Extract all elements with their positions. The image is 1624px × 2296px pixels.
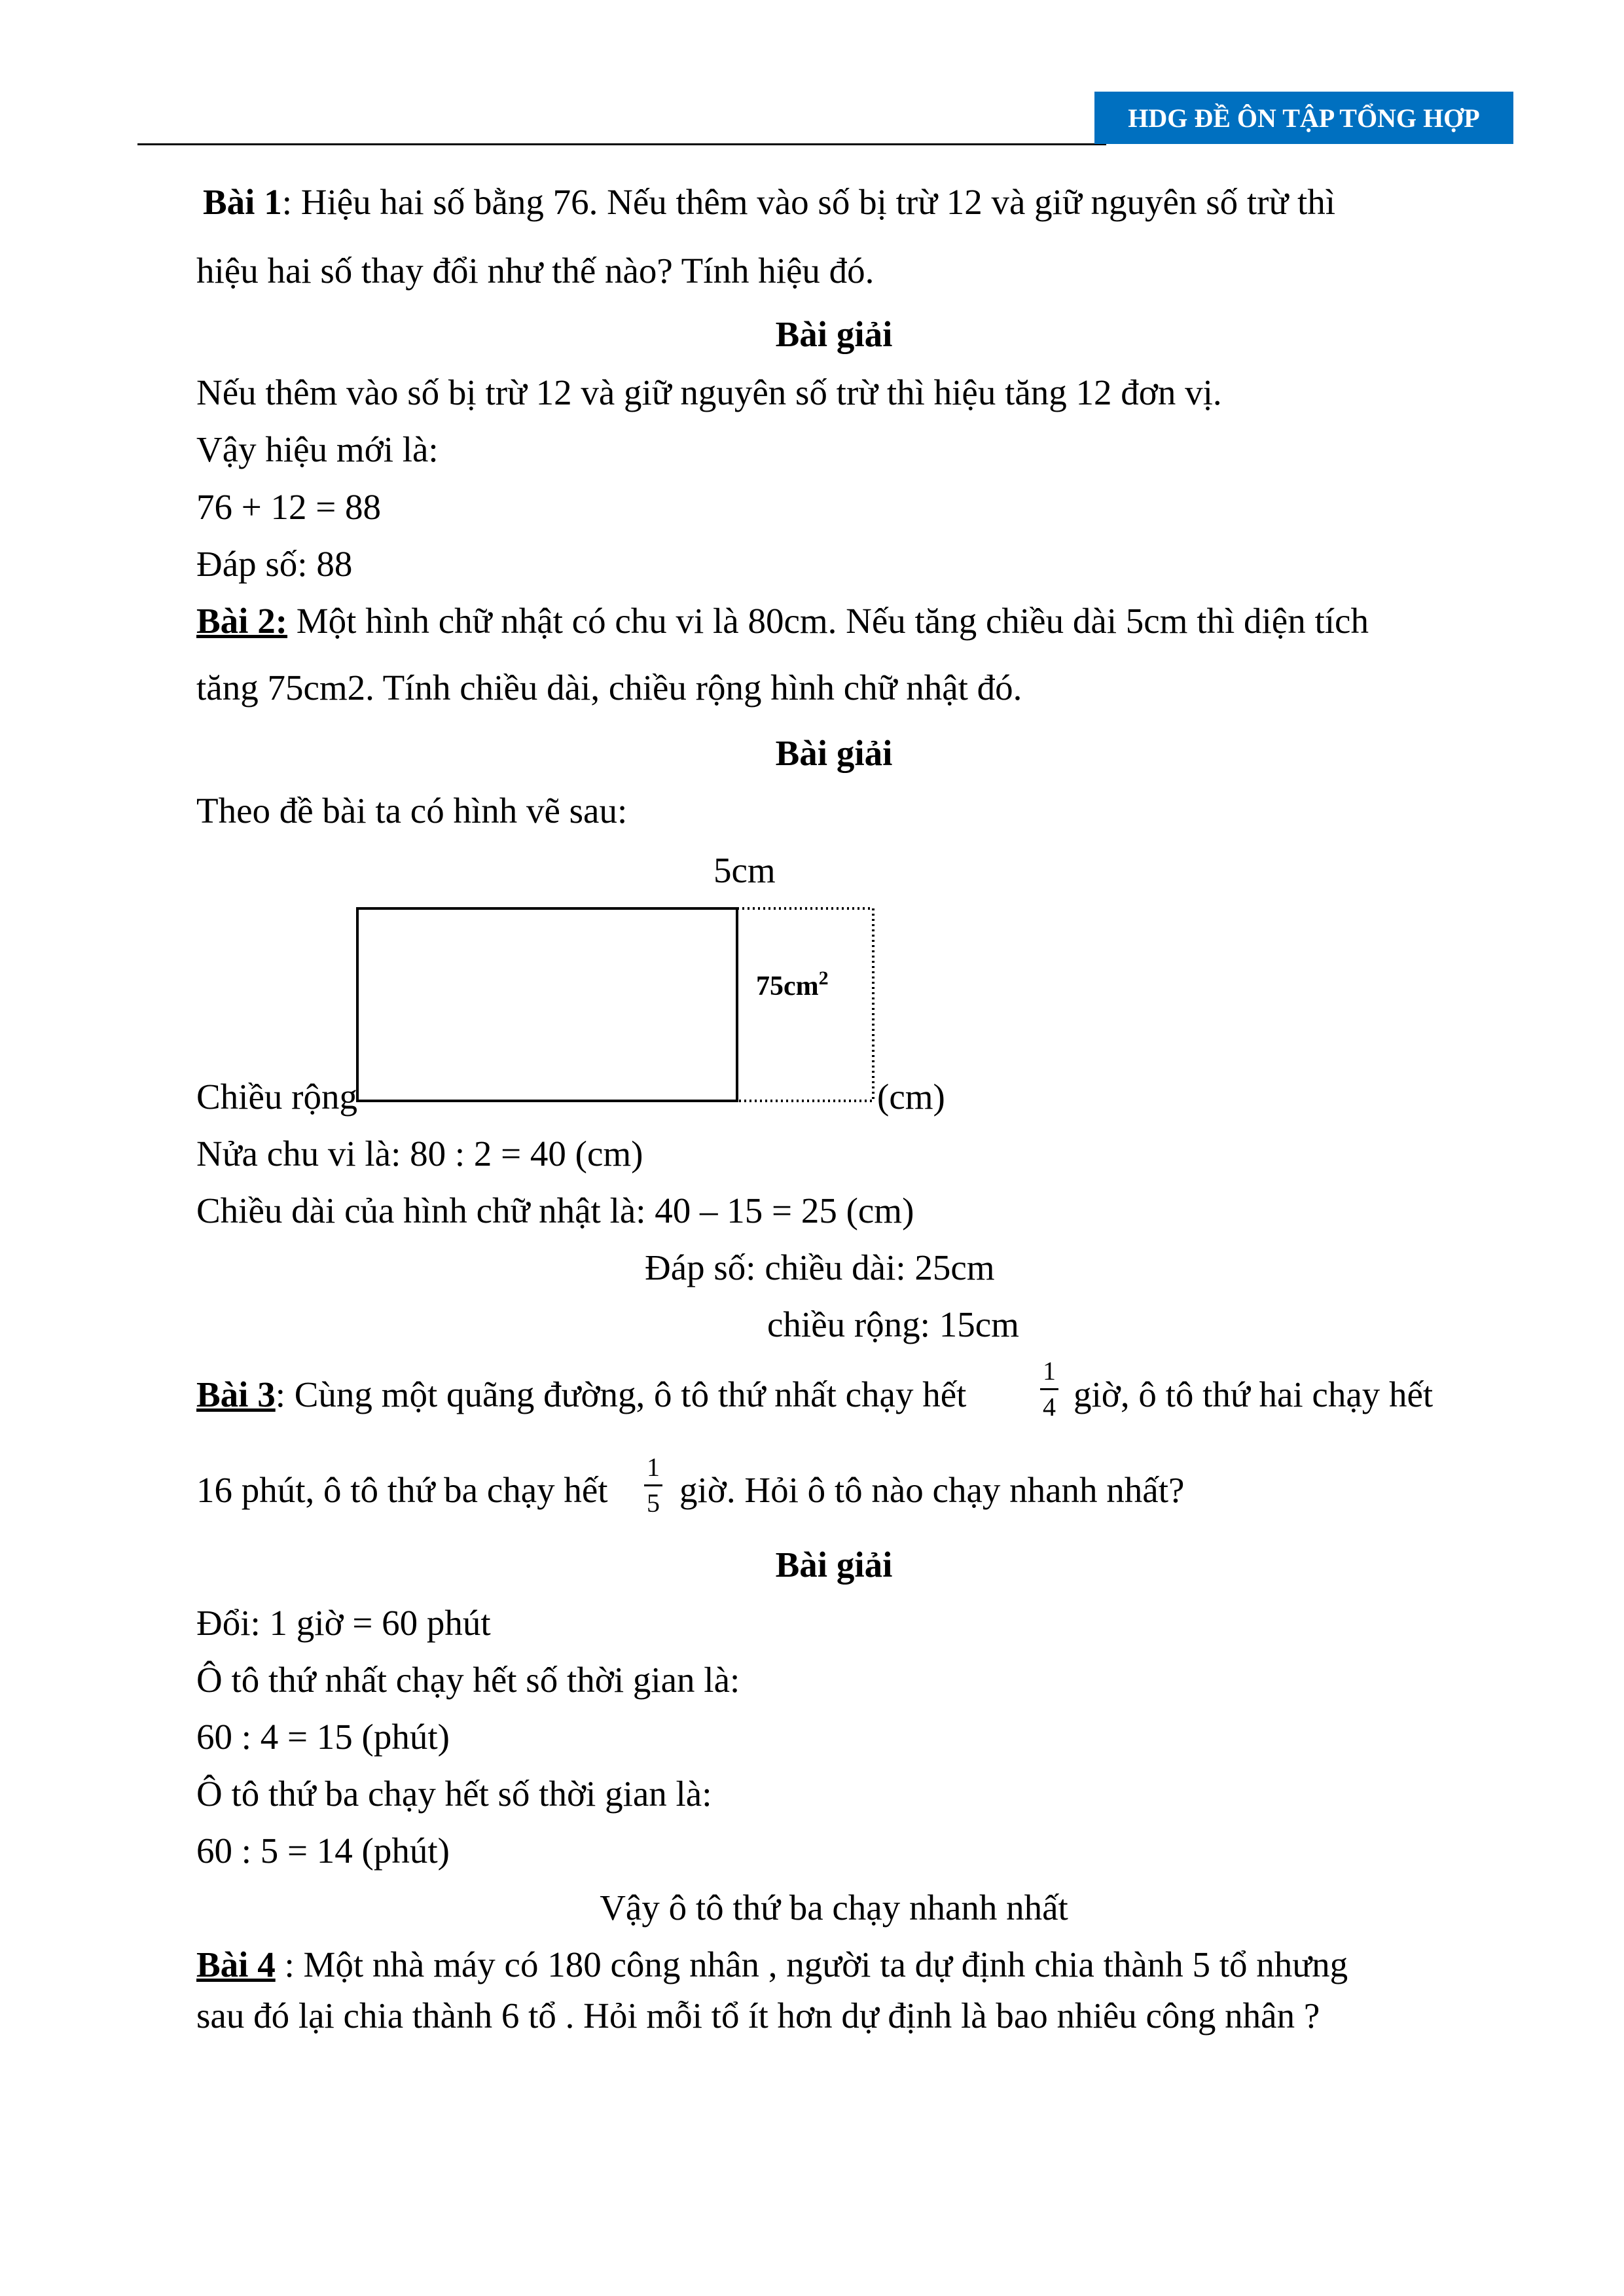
bai1-question-line2: hiệu hai số thay đổi như thế nào? Tính hiệu đó. [196, 251, 875, 291]
fraction-one-quarter: 1 4 [1036, 1358, 1062, 1420]
header-rule [137, 143, 1106, 145]
extension-area-label: $75cm^2$ [756, 967, 829, 1001]
bai3-question-line2-right: giờ. Hỏi ô tô nào chạy nhanh nhất? [679, 1470, 1185, 1510]
bai3-solution-title: Bài giải [775, 1545, 893, 1585]
bai2-solution-line4: Chiều dài của hình chữ nhật là: 40 – 15 = 25 (cm) [196, 1191, 914, 1230]
bai2-solution-line3: Nửa chu vi là: 80 : 2 = 40 (cm) [196, 1134, 643, 1174]
bai2-question-text1: Một hình chữ nhật có chu vi là 80cm. Nếu tăng chiều dài 5cm thì diện tích [287, 601, 1369, 641]
bai1-question-line1 [203, 181, 1475, 224]
bai1-solution-line1: Nếu thêm vào số bị trừ 12 và giữ nguyên số trừ thì hiệu tăng 12 đơn vị. [196, 372, 1222, 412]
bai3-question-text1a: : Cùng một quãng đường, ô tô thứ nhất chạy hết [275, 1374, 967, 1414]
bai2-solution-line2-right: (cm) [877, 1077, 945, 1117]
bai1-question-text1: : Hiệu hai số bằng 76. Nếu thêm vào số bị trừ 12 và giữ nguyên số trừ thì [281, 182, 1336, 222]
bai1-solution-title: Bài giải [775, 314, 893, 354]
fraction-one-fifth: 1 5 [640, 1454, 666, 1516]
extension-rectangle [737, 908, 873, 1101]
bai1-label: Bài 1 [203, 182, 282, 222]
bai3-solution-line1: Đổi: 1 giờ = 60 phút [196, 1603, 491, 1643]
bai3-conclusion: Vậy ô tô thứ ba chạy nhanh nhất [600, 1888, 1068, 1928]
bai1-solution-line3: 76 + 12 = 88 [196, 487, 382, 527]
bai2-question-line2: tăng 75cm2. Tính chiều dài, chiều rộng hình chữ nhật đó. [196, 668, 1022, 708]
bai4-question-line2: sau đó lại chia thành 6 tổ . Hỏi mỗi tổ ít hơn dự định là bao nhiêu công nhân ? [196, 1996, 1320, 2036]
bai2-answer-line1: Đáp số: chiều dài: 25cm [645, 1247, 995, 1287]
bai2-solution-line2-left: Chiều rộng [196, 1077, 357, 1117]
header-badge: HDG ĐỀ ÔN TẬP TỔNG HỢP [1094, 92, 1513, 144]
bai2-label: Bài 2: [196, 601, 288, 641]
bai4-question-line1 [196, 1943, 1348, 1986]
bai1-answer: Đáp số: 88 [196, 544, 353, 584]
bai3-question-line2-left: 16 phút, ô tô thứ ba chạy hết [196, 1470, 608, 1510]
original-rectangle [357, 908, 737, 1101]
bai3-solution-line3: 60 : 4 = 15 (phút) [196, 1717, 450, 1757]
bai4-label: Bài 4 [196, 1945, 276, 1984]
bai3-label: Bài 3 [196, 1374, 276, 1414]
bai3-solution-line5: 60 : 5 = 14 (phút) [196, 1831, 450, 1871]
bai4-question-text1: : Một nhà máy có 180 công nhân , người ta dự định chia thành 5 tổ nhưng [275, 1945, 1348, 1984]
rectangle-figure [353, 905, 877, 1107]
figure-extension-label: 5cm [713, 850, 776, 890]
bai3-question-line1-left [196, 1373, 966, 1416]
bai3-question-line1-right: giờ, ô tô thứ hai chạy hết [1074, 1374, 1434, 1414]
bai2-question-line1 [196, 600, 1369, 643]
bai2-solution-line1: Theo đề bài ta có hình vẽ sau: [196, 791, 628, 831]
bai2-solution-title: Bài giải [775, 733, 893, 773]
bai3-solution-line4: Ô tô thứ ba chạy hết số thời gian là: [196, 1774, 712, 1814]
bai1-solution-line2: Vậy hiệu mới là: [196, 429, 439, 469]
bai3-solution-line2: Ô tô thứ nhất chạy hết số thời gian là: [196, 1660, 740, 1700]
bai2-answer-line2: chiều rộng: 15cm [767, 1304, 1019, 1344]
